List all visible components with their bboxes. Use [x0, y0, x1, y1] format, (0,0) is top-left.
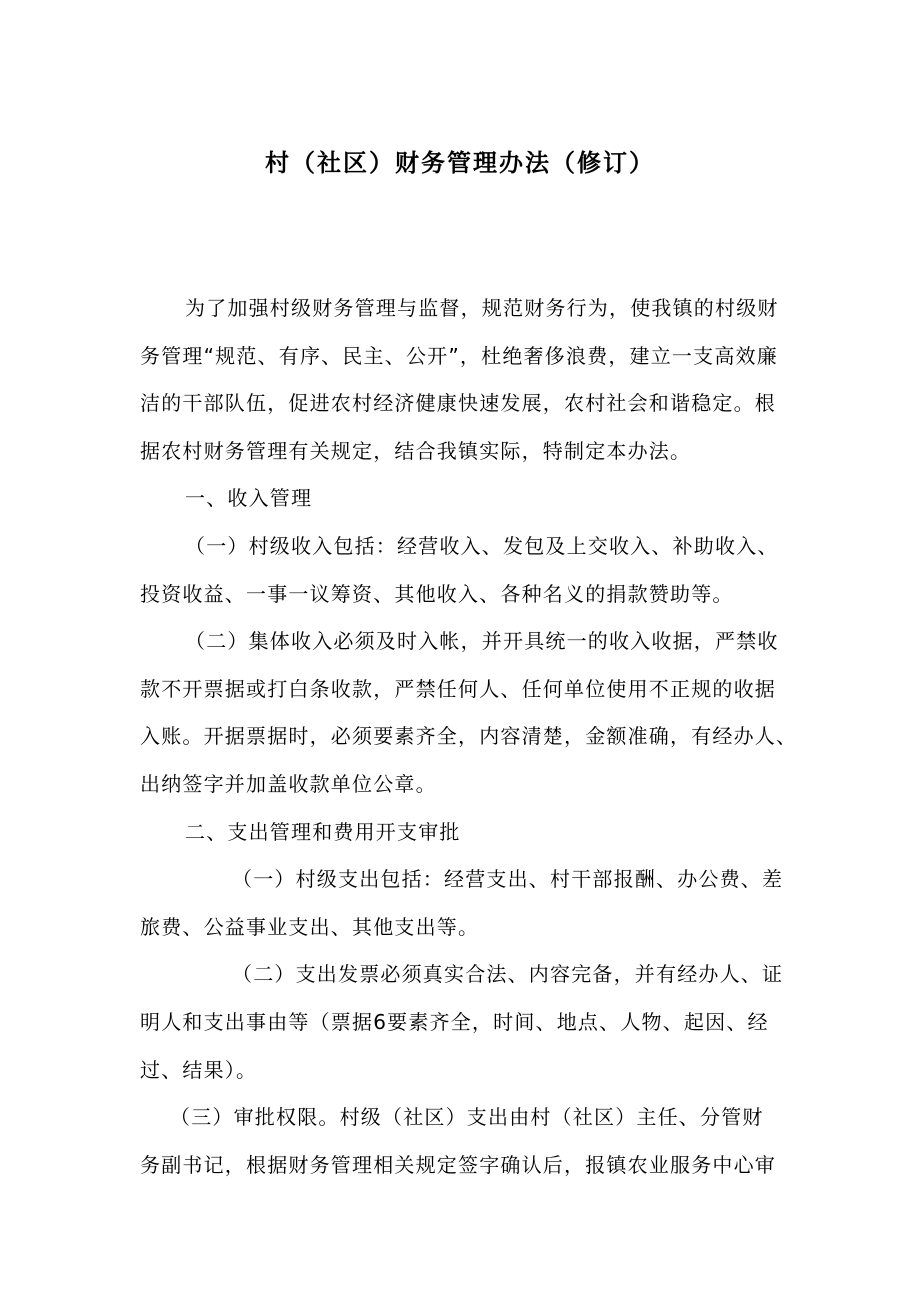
- text-line: 入账。开据票据时，必须要素齐全，内容清楚，金额准确，有经办人、: [140, 724, 798, 749]
- text-line: （一）村级支出包括：经营支出、村干部报酬、办公费、差: [232, 867, 784, 892]
- text-line: （二）支出发票必须真实合法、内容完备，并有经办人、证: [232, 962, 784, 987]
- text-line: 明人和支出事由等（票据6要素齐全，时间、地点、人物、起因、经: [140, 1009, 769, 1034]
- text-line: 二、支出管理和费用开支审批: [185, 819, 461, 844]
- paragraph-expense-3: [140, 1094, 790, 1189]
- section-heading-expense: [140, 809, 790, 857]
- paragraph-expense-2: [140, 951, 790, 1094]
- document-body: [140, 285, 798, 1189]
- paragraph-income-2: [140, 618, 798, 808]
- document-title: 村（社区）财务管理办法（修订）: [265, 149, 655, 177]
- paragraph-income-1: [140, 523, 790, 618]
- paragraph-expense-1: [140, 856, 790, 951]
- text-line: （一）村级收入包括：经营收入、发包及上交收入、补助收入、: [185, 533, 779, 558]
- text-line: 一、收入管理: [185, 486, 313, 511]
- text-line: （三）审批权限。村级（社区）支出由村（社区）主任、分管财: [170, 1105, 764, 1130]
- text-line: 款不开票据或打白条收款，严禁任何人、任何单位使用不正规的收据: [140, 676, 776, 701]
- text-line: 出纳签字并加盖收款单位公章。: [140, 771, 437, 796]
- text-line: 务副书记，根据财务管理相关规定签字确认后，报镇农业服务中心审: [140, 1152, 776, 1177]
- text-line: 据农村财务管理有关规定，结合我镇实际，特制定本办法。: [140, 438, 692, 463]
- text-line: 过、结果）。: [140, 1057, 258, 1082]
- paragraph-intro: [140, 285, 790, 475]
- text-line: 洁的干部队伍，促进农村经济健康快速发展，农村社会和谐稳定。根: [140, 391, 776, 416]
- section-heading-income: [140, 475, 790, 523]
- text-line: （二）集体收入必须及时入帐，并开具统一的收入收据，严禁收: [185, 629, 779, 654]
- text-line: 为了加强村级财务管理与监督，规范财务行为，使我镇的村级财: [185, 296, 779, 320]
- text-line: 务管理“规范、有序、民主、公开”，杜绝奢侈浪费，建立一支高效廉: [140, 343, 778, 368]
- text-line: 旅费、公益事业支出、其他支出等。: [140, 914, 480, 939]
- text-line: 投资收益、一事一议筹资、其他收入、各种名义的捐款赞助等。: [140, 581, 734, 606]
